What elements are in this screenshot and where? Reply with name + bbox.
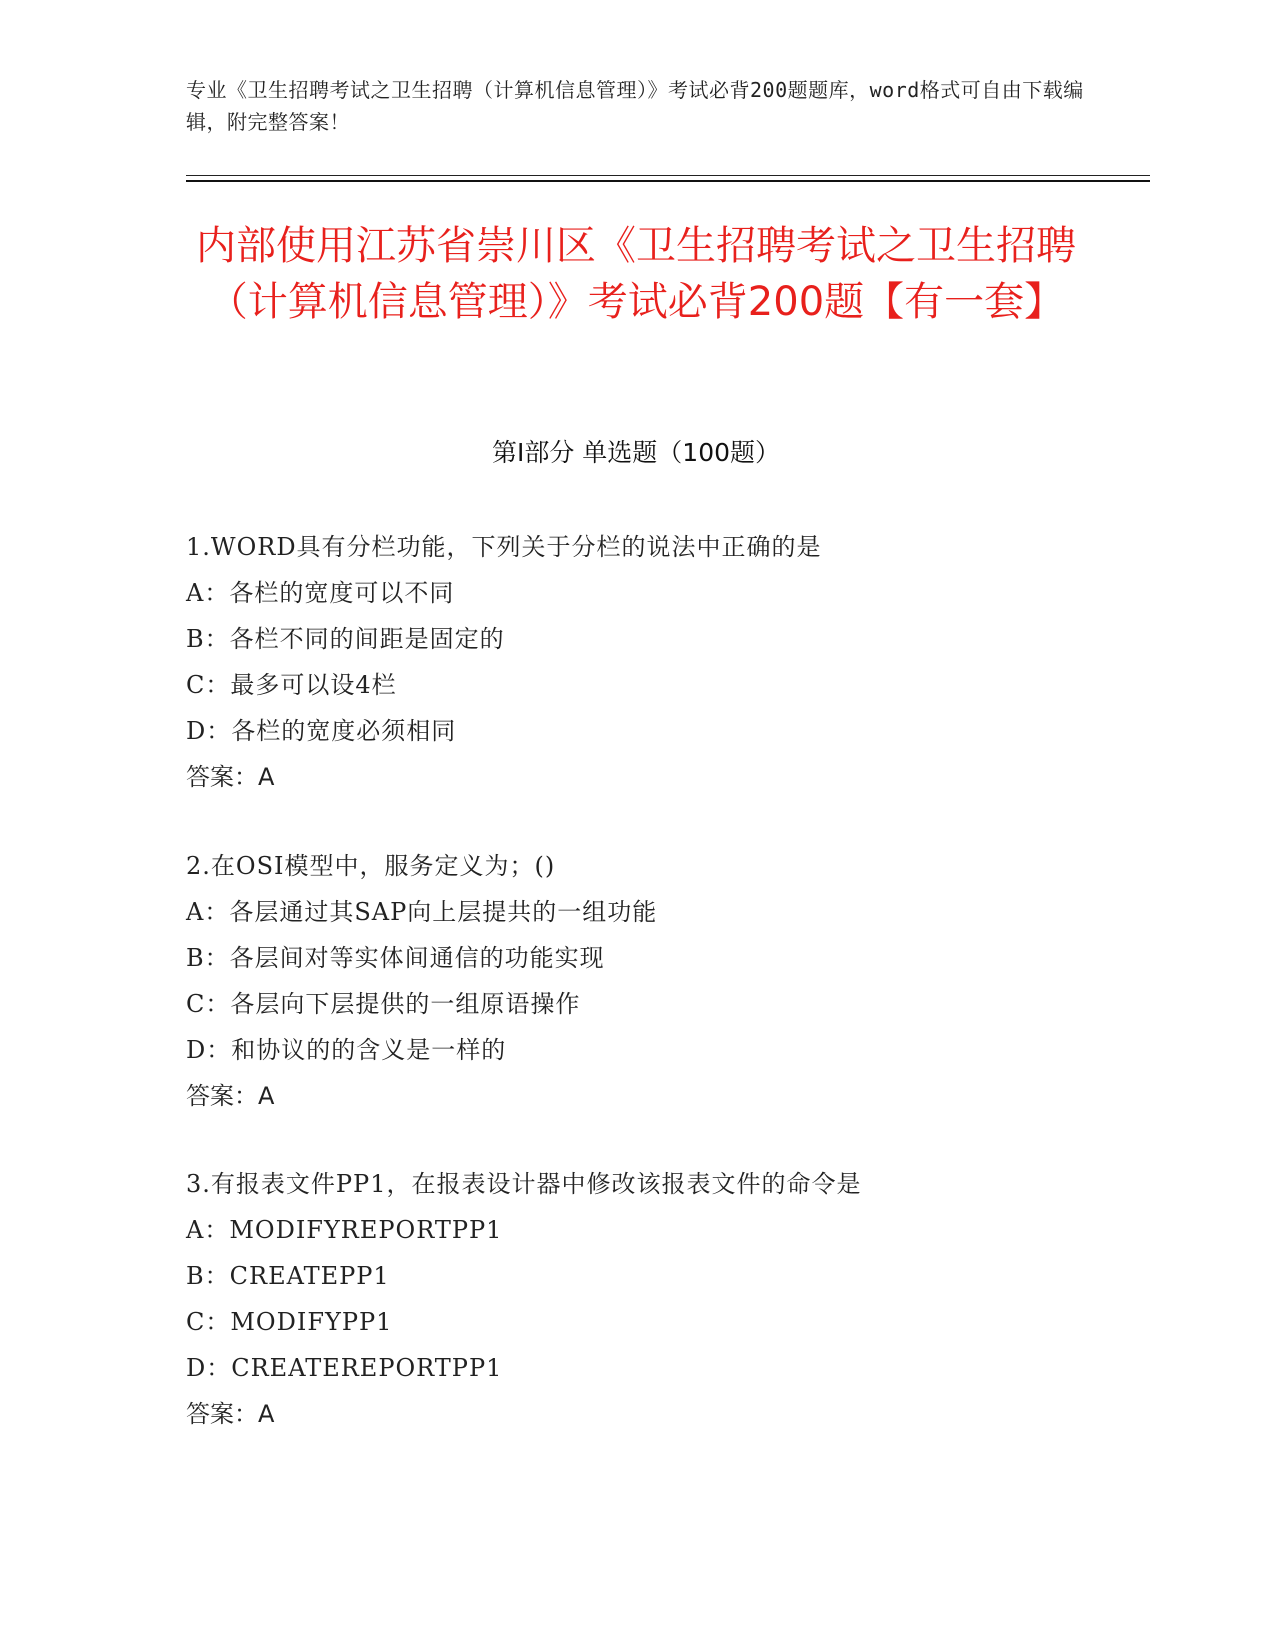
question-block bbox=[186, 524, 1166, 800]
option-c: C：各层向下层提供的一组原语操作 bbox=[186, 990, 581, 1018]
header-divider-thick bbox=[186, 180, 1150, 182]
option-d: D：各栏的宽度必须相同 bbox=[186, 717, 457, 745]
option-a: A：各层通过其SAP向上层提共的一组功能 bbox=[186, 898, 658, 926]
section-title: 第Ⅰ部分 单选题（100题） bbox=[491, 438, 781, 467]
answer: 答案：A bbox=[186, 1082, 275, 1110]
header-note: 专业《卫生招聘考试之卫生招聘（计算机信息管理）》考试必背200题题库，word格式可自由下载编辑，附完整答案！ bbox=[186, 78, 1084, 134]
option-c: C：最多可以设4栏 bbox=[186, 671, 397, 699]
question-block bbox=[186, 1161, 1166, 1437]
question-stem: 3.有报表文件PP1，在报表设计器中修改该报表文件的命令是 bbox=[186, 1170, 862, 1198]
answer: 答案：A bbox=[186, 1400, 275, 1428]
question-stem: 1.WORD具有分栏功能，下列关于分栏的说法中正确的是 bbox=[186, 533, 822, 561]
option-b: B：各栏不同的间距是固定的 bbox=[186, 625, 505, 653]
option-c: C：MODIFYPP1 bbox=[186, 1308, 393, 1336]
option-b: B：CREATEPP1 bbox=[186, 1262, 390, 1290]
header-divider-thin bbox=[186, 175, 1150, 176]
option-d: D：CREATEREPORTPP1 bbox=[186, 1354, 503, 1382]
option-d: D：和协议的的含义是一样的 bbox=[186, 1036, 507, 1064]
option-b: B：各层间对等实体间通信的功能实现 bbox=[186, 944, 605, 972]
option-a: A：MODIFYREPORTPP1 bbox=[186, 1216, 503, 1244]
document-title: 内部使用江苏省崇川区《卫生招聘考试之卫生招聘（计算机信息管理）》考试必背200题【有一套】 bbox=[196, 223, 1076, 325]
answer: 答案：A bbox=[186, 763, 275, 791]
option-a: A：各栏的宽度可以不同 bbox=[186, 579, 455, 607]
question-block bbox=[186, 843, 1166, 1119]
question-stem: 2.在OSI模型中，服务定义为；() bbox=[186, 852, 556, 880]
